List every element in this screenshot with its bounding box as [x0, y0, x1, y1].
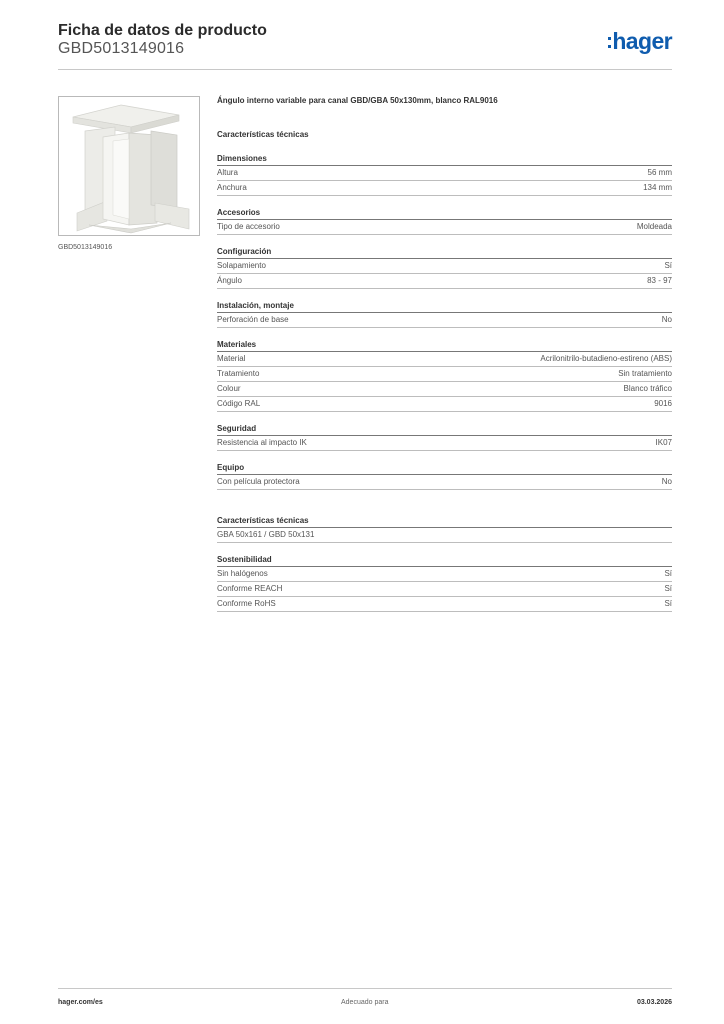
spec-label: Tipo de accesorio [217, 222, 280, 231]
spec-label: Altura [217, 168, 238, 177]
spec-value: Blanco tráfico [623, 384, 672, 393]
spec-row [217, 597, 672, 612]
image-caption: GBD5013149016 [58, 244, 113, 251]
website-link[interactable]: hager.com/es [58, 999, 103, 1006]
spec-value: Sí [664, 569, 672, 578]
spec-value: Acrilonitrilo-butadieno-estireno (ABS) [540, 354, 672, 363]
spec-row [217, 382, 672, 397]
specifications [217, 96, 672, 612]
spec-value: Sí [664, 261, 672, 270]
spec-label: Tratamiento [217, 369, 260, 378]
section-title: Equipo [217, 461, 672, 475]
spec-row [217, 582, 672, 597]
spec-row [217, 220, 672, 235]
product-title: Ángulo interno variable para canal GBD/GBA 50x130mm, blanco RAL9016 [217, 96, 498, 105]
spec-label: Solapamiento [217, 261, 266, 270]
spec-label: Material [217, 354, 246, 363]
suitable-for-label: Adecuado para [341, 999, 389, 1006]
section-title: Dimensiones [217, 152, 672, 166]
spec-value: No [661, 477, 672, 486]
spec-label: Con película protectora [217, 477, 300, 486]
spec-label: Colour [217, 384, 241, 393]
spec-row [217, 528, 672, 543]
spec-value: Sin tratamiento [618, 369, 672, 378]
spec-row [217, 181, 672, 196]
spec-row [217, 274, 672, 289]
spec-label: Sin halógenos [217, 569, 268, 578]
spec-row [217, 436, 672, 451]
spec-value: Moldeada [636, 222, 672, 231]
spec-value: Sí [664, 584, 672, 593]
spec-label: Perforación de base [217, 315, 289, 324]
section-title: Accesorios [217, 206, 672, 220]
logo-dots-icon [608, 37, 611, 48]
spec-row [217, 567, 672, 582]
logo-text: hager [612, 27, 672, 54]
spec-value: 9016 [654, 399, 672, 408]
spec-label: Resistencia al impacto IK [217, 438, 307, 447]
spec-label: Anchura [217, 183, 247, 192]
compat-title: Características técnicas [217, 514, 672, 528]
spec-label: Código RAL [217, 399, 261, 408]
spec-label: Conforme RoHS [217, 599, 276, 608]
sustain-title: Sostenibilidad [217, 553, 672, 567]
section-title: Seguridad [217, 422, 672, 436]
document-date: 03.03.2026 [636, 999, 672, 1006]
spec-value: Sí [664, 599, 672, 608]
hager-logo [608, 28, 672, 54]
spec-label: Conforme REACH [217, 584, 283, 593]
spec-value: 83 - 97 [647, 276, 672, 285]
product-code: GBD5013149016 [58, 40, 185, 57]
spec-label: Ángulo [217, 276, 242, 285]
page-footer [58, 988, 672, 1012]
angle-piece-illustration [59, 97, 199, 235]
spec-row [217, 397, 672, 412]
spec-value: 56 mm [647, 168, 672, 177]
spec-sections [217, 152, 672, 490]
main-heading: Características técnicas [217, 130, 309, 139]
spec-label: GBA 50x161 / GBD 50x131 [217, 530, 315, 539]
spec-row [217, 259, 672, 274]
spec-row [217, 367, 672, 382]
spec-value: IK07 [655, 438, 672, 447]
spec-row [217, 352, 672, 367]
document-title: Ficha de datos de producto [58, 22, 267, 39]
spec-row [217, 166, 672, 181]
page-header [58, 20, 672, 70]
product-image [58, 96, 200, 236]
section-title: Instalación, montaje [217, 299, 672, 313]
spec-row [217, 313, 672, 328]
spec-value: No [661, 315, 672, 324]
section-title: Materiales [217, 338, 672, 352]
spec-value: 134 mm [643, 183, 672, 192]
section-title: Configuración [217, 245, 672, 259]
spec-row [217, 475, 672, 490]
